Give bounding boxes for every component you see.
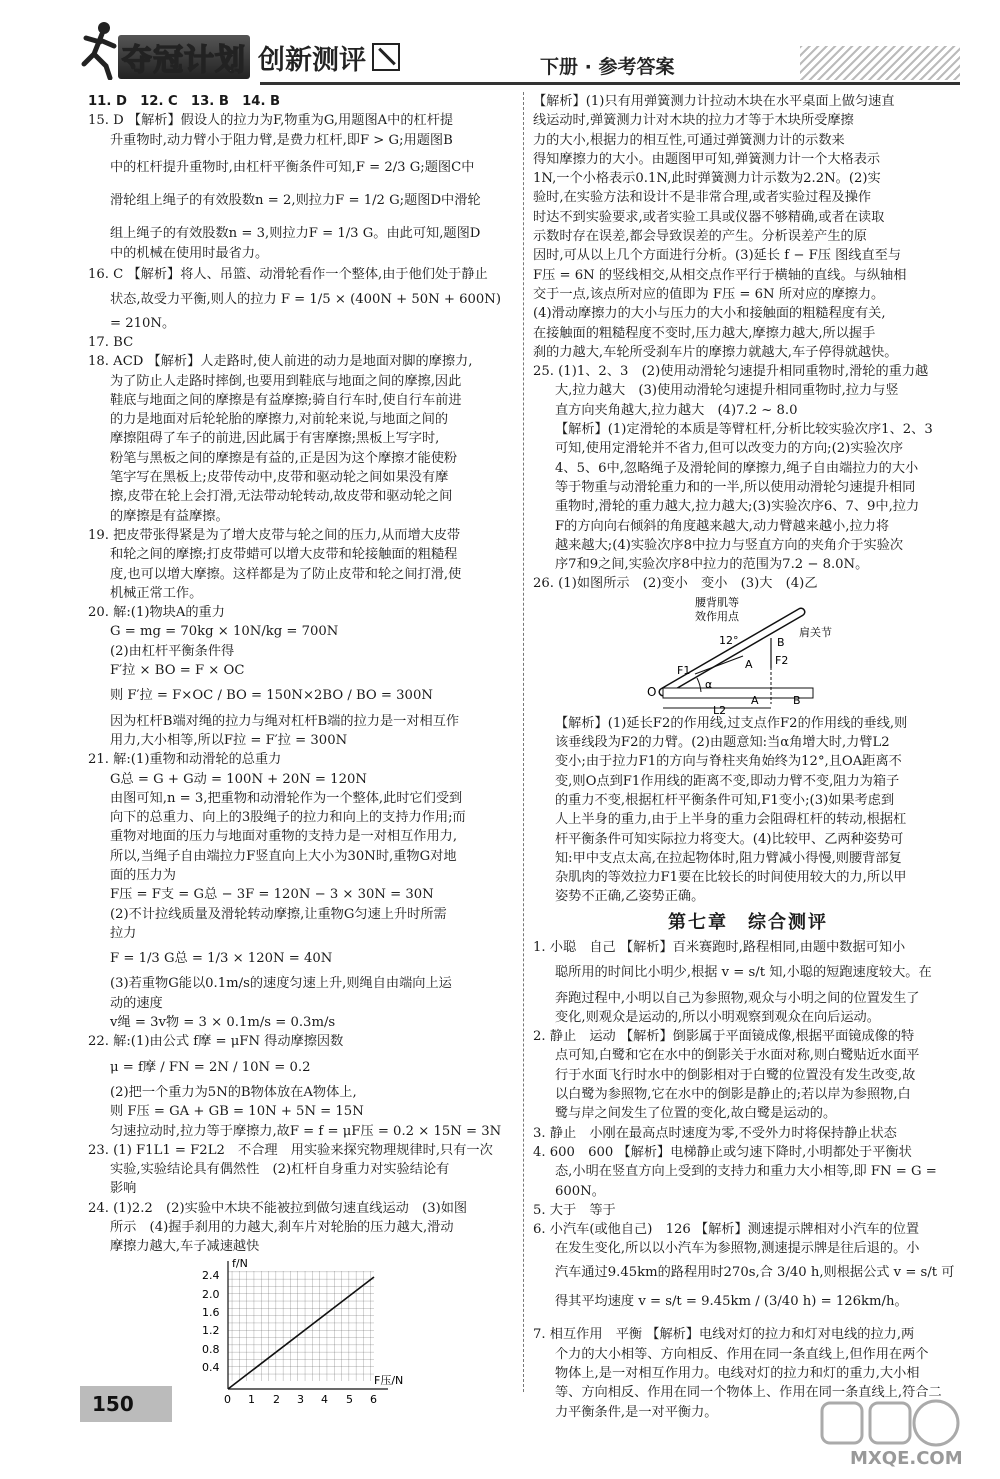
answer-25-line: 可知,使用定滑轮并不省力,但可以改变力的方向;(2)实验次序 xyxy=(555,441,904,457)
answer-18-line: 为了防止人走路时摔倒,也要用到鞋底与地面之间的摩擦,因此 xyxy=(110,373,462,389)
answer-23-line: 影响 xyxy=(110,1181,137,1197)
answer-15-line: 升重物时,动力臂小于阻力臂,是费力杠杆,即F > G;用题图B xyxy=(110,132,453,148)
ch7-answer-6: 6. 小汽车(或他自己) 126 【解析】测速提示牌相对小汽车的位置 xyxy=(533,1222,920,1238)
answer-24-line: 线运动时,弹簧测力计对木块的拉力才等于木块所受摩擦 xyxy=(533,113,854,129)
answer-18: 18. ACD 【解析】人走路时,使人前进的动力是地面对脚的摩擦力, xyxy=(88,354,473,370)
answer-26: 26. (1)如图所示 (2)变小 变小 (3)大 (4)乙 xyxy=(533,576,818,592)
answer-20-line: F′拉 × BO = F × OC xyxy=(110,663,245,679)
answer-21-line: 所以,当绳子自由端拉力F竖直向上大小为30N时,重物G对地 xyxy=(110,848,457,864)
answer-21-line: F压 = F支 = G总 − 3F = 120N − 3 × 30N = 30N xyxy=(110,887,434,903)
answer-22-line: 则 F压 = GA + GB = 10N + 5N = 15N xyxy=(110,1104,364,1120)
ch7-answer-6-line: 得其平均速度 v = s/t = 9.45km / (3/40 h) = 126km/h。 xyxy=(555,1294,908,1310)
ch7-answer-1-line: 奔跑过程中,小明以自己为参照物,观众与小明之间的位置发生了 xyxy=(555,990,920,1006)
ch7-answer-1-line: 变化,则观众是运动的,所以小明观察到观众在向后运动。 xyxy=(555,1009,880,1025)
answer-25-line: 大,拉力越大 (3)使用动滑轮匀速提升相同重物时,拉力与竖 xyxy=(555,383,899,399)
answer-26-line: 的重力不变,根据杠杆平衡条件可知,F1变小;(3)如果考虑到 xyxy=(555,792,895,808)
answer-26-line: 该垂线段为F2的力臂。(2)由题意知:当α角增大时,力臂L2 xyxy=(555,735,890,751)
answer-18-line: 擦,皮带在轮上会打滑,无法带动轮转动,故皮带和驱动轮之间 xyxy=(110,489,453,505)
brand-logo xyxy=(118,36,400,78)
watermark-url: MXQE.COM xyxy=(850,1448,963,1469)
answer-19-line: 和轮之间的摩擦;打皮带蜡可以增大皮带和轮接触面的粗糙程 xyxy=(110,547,458,563)
f1-label: F1 xyxy=(677,663,691,677)
ch7-answer-2-line: 行于水面飞行时水中的倒影相对于白鹭的位置没有发生改变,故 xyxy=(555,1067,916,1083)
pivot-o-label: O xyxy=(647,684,657,699)
answer-15-line: 滑轮组上绳子的有效股数n = 2,则拉力F = 1/2 G;题图D中滑轮 xyxy=(110,193,481,209)
answer-18-line: 鞋底与地面之间的摩擦是有益摩擦;骑自行车时,使自行车前进 xyxy=(110,392,462,408)
pencil-box-icon xyxy=(372,43,400,71)
logo-text: 夺冠计划 xyxy=(118,35,250,79)
y-axis-label: f/N xyxy=(232,1256,248,1270)
answer-18-line: 摩擦阻碍了车子的前进,因此属于有害摩擦;黑板上写字时, xyxy=(110,431,440,447)
answer-24-line: 力的大小,根据力的相互性,可通过弹簧测力计的示数来 xyxy=(533,132,845,148)
answer-23: 23. (1) F1L1 = F2L2 不合理 用实验来探究物理规律时,只有一次 xyxy=(88,1142,493,1158)
answer-24-line: 因时,可从以上几个方面进行分析。(3)延长 f − F压 图线直至与 xyxy=(533,248,902,264)
x-tick: 0 xyxy=(224,1392,231,1406)
answer-21-line: (2)不计拉线质量及滑轮转动摩擦,让重物G匀速上升时所需 xyxy=(110,906,447,922)
answer-21-line: 重物对地面的压力与地面对重物的支持力是一对相互作用力, xyxy=(110,829,458,845)
answer-21-line: 动的速度 xyxy=(110,995,163,1011)
answer-24-analysis: 【解析】(1)只有用弹簧测力计拉动木块在水平桌面上做匀速直 xyxy=(533,94,895,109)
answer-25-line: 直方向夹角越大,拉力越大 (4)7.2 ~ 8.0 xyxy=(555,402,798,418)
runner-logo-icon xyxy=(80,20,120,80)
ch7-answer-5: 5. 大于 等于 xyxy=(533,1202,616,1218)
answer-24-line: 验时,在实验方法和设计不是非常合理,或者实验过程及操作 xyxy=(533,190,872,206)
l2-label: L2 xyxy=(713,703,727,714)
answer-18-line: 粉笔与黑板之间的摩擦是有益的,正是因为这个摩擦才能使粉 xyxy=(110,450,458,466)
muscle-label: 腰背肌等 xyxy=(695,595,739,609)
answer-26-line: 人上半身的重力,由于上半身的重力会阻碍杠杆的转动,根据杠 xyxy=(555,812,907,828)
answer-24-line: 示数时存在误差,都会导致误差的产生。分析误差产生的原 xyxy=(533,229,867,245)
answer-16-line: = 210N。 xyxy=(110,315,176,331)
answer-19-line: 度,也可以增大摩擦。这样都是为了防止皮带和轮之间打滑,使 xyxy=(110,566,462,582)
ch7-answer-7-line: 等、方向相反、作用在同一个物体上、作用在同一条直线上,符合二 xyxy=(555,1385,942,1401)
point-b-label: B xyxy=(777,635,785,649)
answer-11-14: 11. D 12. C 13. B 14. B xyxy=(88,94,281,109)
answer-26-line: 杂肌肉的等效拉力F1要在比较长的时间使用较大的力,所以甲 xyxy=(555,870,907,886)
point-a-label: A xyxy=(745,657,753,671)
ch7-answer-2-line: 以白鹭为参照物,它在水中的倒影是静止的;若以岸为参照物,白 xyxy=(555,1087,911,1103)
answer-15-line: 组上绳子的有效股数n = 3,则拉力F = 1/3 G。由此可知,题图D xyxy=(110,226,481,242)
y-tick: 0.8 xyxy=(202,1342,220,1356)
answer-26-line: 变小;由于拉力F1的方向与脊柱夹角始终为12°,且OA距离不 xyxy=(555,754,902,770)
ch7-answer-1: 1. 小聪 自己 【解析】百米赛跑时,路程相同,由题中数据可知小 xyxy=(533,939,906,955)
answer-20-line: 因为杠杆B端对绳的拉力与绳对杠杆B端的拉力是一对相互作 xyxy=(110,713,460,729)
answer-25-line: 等于物重与动滑轮重力和的一半,所以使用动滑轮匀速提升相同 xyxy=(555,479,916,495)
answer-20-line: 则 F′拉 = F×OC / BO = 150N×2BO / BO = 300N xyxy=(110,688,433,704)
answer-16: 16. C 【解析】将人、吊篮、动滑轮看作一个整体,由于他们处于静止 xyxy=(88,267,488,283)
right-column xyxy=(533,92,963,1422)
answer-15-line: 中的杠杆提升重物时,由杠杆平衡条件可知,F = 2/3 G;题图C中 xyxy=(110,159,475,175)
logo-subtitle: 创新测评 xyxy=(258,44,366,76)
ch7-answer-4-line: 态,小明在竖直方向上受到的支持力和重力大小相等,即 FN = G = xyxy=(555,1164,937,1180)
answer-21-line: v绳 = 3v物 = 3 × 0.1m/s = 0.3m/s xyxy=(110,1015,336,1031)
answer-20-line: G = mg = 70kg × 10N/kg = 700N xyxy=(110,624,339,640)
answer-17: 17. BC xyxy=(88,334,134,350)
answer-18-line: 的力是地面对后轮轮胎的摩擦力,对前轮来说,与地面之间的 xyxy=(110,412,449,428)
answer-24-line: 刹的力越大,车轮所受刹车片的摩擦力就越大,车子停得就越快。 xyxy=(533,344,898,360)
answer-24-line: 摩擦力越大,车子减速越快 xyxy=(110,1239,260,1255)
answer-24-line: 得知摩擦力的大小。由题图甲可知,弹簧测力计一个大格表示 xyxy=(533,151,881,167)
answer-15-line: 中的机械在使用时最省力。 xyxy=(110,245,269,261)
graph-grid xyxy=(228,1271,374,1381)
chapter-heading: 第七章 综合测评 xyxy=(668,911,828,933)
answer-24-line: F压 = 6N 的竖线相交,从相交点作平行于横轴的直线。与纵轴相 xyxy=(533,267,907,283)
answer-22-line: 匀速拉动时,拉力等于摩擦力,故F = f = μF压 = 0.2 × 15N = 3N xyxy=(110,1123,502,1139)
ch7-answer-6-line: 汽车通过9.45km的路程用时270s,合 3/40 h,则根据公式 v = s/t 可 xyxy=(555,1264,955,1280)
answer-22-line: (2)把一个重力为5N的B物体放在A物体上, xyxy=(110,1084,357,1100)
y-tick: 1.2 xyxy=(202,1323,220,1337)
ch7-answer-2: 2. 静止 运动 【解析】倒影属于平面镜成像,根据平面镜成像的特 xyxy=(533,1029,915,1045)
answer-26-line: 姿势不正确,乙姿势正确。 xyxy=(555,889,705,905)
x-axis-label: F压/N xyxy=(374,1373,404,1387)
answer-25-line: 【解析】(1)定滑轮的本质是等臂杠杆,分析比较实验次序1、2、3 xyxy=(555,422,933,438)
friction-graph xyxy=(188,1257,408,1407)
muscle-label-2: 效作用点 xyxy=(695,609,739,623)
ch7-answer-7: 7. 相互作用 平衡 【解析】电线对灯的拉力和灯对电线的拉力,两 xyxy=(533,1327,915,1343)
answer-24-line: (4)滑动摩擦力的大小与压力的大小和接触面的粗糙程度有关, xyxy=(533,306,886,322)
ch7-answer-6-line: 在发生变化,所以以小汽车为参照物,测速提示牌是往后退的。小 xyxy=(555,1241,920,1257)
answer-24: 24. (1)2.2 (2)实验中木块不能被拉到做匀速直线运动 (3)如图 xyxy=(88,1200,468,1216)
ch7-answer-7-line: 物体上,是一对相互作用力。电线对灯的拉力和灯的重力,大小相 xyxy=(555,1365,920,1381)
ch7-answer-4-line: 600N。 xyxy=(555,1183,605,1199)
answer-18-line: 笔字写在黑板上;皮带传动中,皮带和驱动轮之间如果没有摩 xyxy=(110,470,449,486)
answer-25: 25. (1)1、2、3 (2)使用动滑轮匀速提升相同重物时,滑轮的重力越 xyxy=(533,364,929,380)
answer-22-line: μ = f摩 / FN = 2N / 10N = 0.2 xyxy=(110,1059,311,1075)
answer-21-line: 由图可知,n = 3,把重物和动滑轮作为一个整体,此时它们受到 xyxy=(110,790,463,806)
answer-24-line: 在接触面的粗糙程度不变时,压力越大,摩擦力越大,所以握手 xyxy=(533,325,876,341)
answer-25-line: 重物时,滑轮的重力越大,拉力越大;(3)实验次序6、7、9中,拉力 xyxy=(555,499,920,515)
ch7-answer-7-line: 个力的大小相等、方向相反、作用在同一条直线上,但作用在两个 xyxy=(555,1346,929,1362)
answer-22: 22. 解:(1)由公式 f摩 = μFN 得动摩擦因数 xyxy=(88,1034,344,1050)
ch7-answer-4: 4. 600 600 【解析】电梯静止或匀速下降时,小明都处于平衡状 xyxy=(533,1144,912,1160)
answer-26-line: 【解析】(1)延长F2的作用线,过支点作F2的作用线的垂线,则 xyxy=(555,715,908,731)
answer-24-line: 1N,一个小格表示0.1N,此时弹簧测力计示数为2.2N。(2)实 xyxy=(533,171,881,187)
answer-16-line: 状态,故受力平衡,则人的拉力 F = 1/5 × (400N + 50N + 600N) xyxy=(110,292,501,308)
answer-21-line: 面的压力为 xyxy=(110,867,176,883)
y-tick: 2.0 xyxy=(202,1287,220,1301)
page-header xyxy=(0,0,1000,96)
lower-a-label: A xyxy=(751,693,759,707)
y-tick: 1.6 xyxy=(202,1305,220,1319)
lever-diagram xyxy=(633,594,933,714)
answer-21-line: 拉力 xyxy=(110,925,137,941)
ch7-answer-1-line: 聪所用的时间比小明少,根据 v = s/t 知,小聪的短跑速度较大。在 xyxy=(555,965,932,981)
column-divider xyxy=(523,92,524,1392)
x-tick: 3 xyxy=(297,1392,304,1406)
answer-24-line: 时达不到实验要求,或者实验工具或仪器不够精确,或者在读取 xyxy=(533,209,885,225)
answer-21: 21. 解:(1)重物和动滑轮的总重力 xyxy=(88,752,282,768)
header-title: 下册 · 参考答案 xyxy=(540,56,675,78)
answer-25-line: F的方向向右倾斜的角度越来越大,动力臂越来越小,拉力将 xyxy=(555,518,890,534)
x-tick: 5 xyxy=(346,1392,353,1406)
answer-21-line: (3)若重物G能以0.1m/s的速度匀速上升,则绳自由端向上运 xyxy=(110,976,452,992)
answer-18-line: 的摩擦是有益摩擦。 xyxy=(110,508,229,524)
header-hatch-decoration xyxy=(800,46,960,80)
x-tick: 6 xyxy=(370,1392,377,1406)
answer-26-line: 知:甲中支点太高,在拉起物体时,阻力臂减小得慢,则腰背部复 xyxy=(555,850,902,866)
lower-b-label: B xyxy=(793,693,801,707)
answer-26-line: 杆平衡条件可知实际拉力将变大。(4)比较甲、乙两种姿势可 xyxy=(555,831,904,847)
answer-24-line: 所示 (4)握手刹用的力越大,刹车片对轮胎的压力越大,滑动 xyxy=(110,1220,454,1236)
answer-20: 20. 解:(1)物块A的重力 xyxy=(88,605,225,621)
y-tick: 2.4 xyxy=(202,1268,220,1282)
answer-20-line: 用力,大小相等,所以F拉 = F′拉 = 300N xyxy=(110,732,348,748)
x-tick: 2 xyxy=(273,1392,280,1406)
answer-21-line: F = 1/3 G总 = 1/3 × 120N = 40N xyxy=(110,951,333,967)
answer-21-line: 向下的总重力、向上的3股绳子的拉力和向上的支持力作用;而 xyxy=(110,810,466,826)
angle-label: 12° xyxy=(719,633,739,647)
ground-bar xyxy=(663,688,813,698)
joint-label: 肩关节 xyxy=(799,625,832,639)
answer-26-line: 变,则O点到F1作用线的距离不变,即动力臂不变,阻力为箱子 xyxy=(555,773,900,789)
ch7-answer-3: 3. 静止 小刚在最高点时速度为零,不受外力时将保持静止状态 xyxy=(533,1125,897,1141)
answer-24-line: 交于一点,该点所对应的值即为 F压 = 6N 所对应的摩擦力。 xyxy=(533,286,885,302)
answer-15: 15. D 【解析】假设人的拉力为F,物重为G,用题图A中的杠杆提 xyxy=(88,113,454,129)
answer-19-line: 机械正常工作。 xyxy=(110,585,203,601)
spine-bar-inner xyxy=(663,612,801,692)
ch7-answer-7-line: 力平衡条件,是一对平衡力。 xyxy=(555,1404,718,1420)
ch7-answer-2-line: 鹭与岸之间发生了位置的变化,故白鹭是运动的。 xyxy=(555,1106,837,1122)
f2-label: F2 xyxy=(775,653,789,667)
answer-25-line: 序7和9之间,实验次序8中拉力的范围为7.2 − 8.0N。 xyxy=(555,557,869,573)
answer-19: 19. 把皮带张得紧是为了增大皮带与轮之间的压力,从而增大皮带 xyxy=(88,527,461,543)
answer-25-line: 越来越大;(4)实验次序8中拉力与竖直方向的夹角介于实验次 xyxy=(555,537,904,553)
header-rule xyxy=(260,82,960,85)
answer-25-line: 4、5、6中,忽略绳子及滑轮间的摩擦力,绳子自由端拉力的大小 xyxy=(555,460,919,476)
x-tick: 1 xyxy=(248,1392,255,1406)
ch7-answer-2-line: 点可知,白鹭和它在水中的倒影关于水面对称,则白鹭贴近水面平 xyxy=(555,1048,920,1064)
y-tick: 0.4 xyxy=(202,1360,220,1374)
answer-20-line: (2)由杠杆平衡条件得 xyxy=(110,643,235,659)
left-column xyxy=(88,92,518,1407)
answer-21-line: G总 = G + G动 = 100N + 20N = 120N xyxy=(110,771,367,787)
alpha-label: α xyxy=(705,677,713,691)
x-tick: 4 xyxy=(321,1392,328,1406)
answer-23-line: 实验,实验结论具有偶然性 (2)杠杆自身重力对实验结论有 xyxy=(110,1162,450,1178)
page-number: 150 xyxy=(80,1386,172,1422)
